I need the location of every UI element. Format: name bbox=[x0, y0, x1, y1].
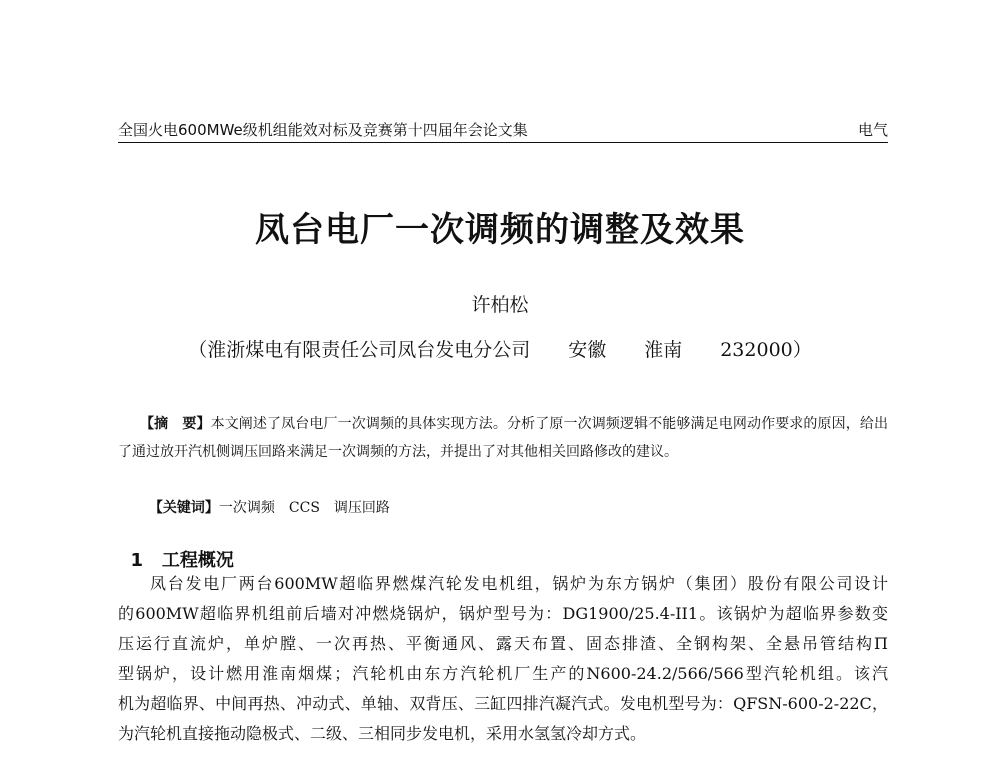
abstract-tag: 【摘 要】 bbox=[140, 416, 211, 432]
section-label: 电气 bbox=[857, 121, 888, 139]
body-line: 的600MW超临界机组前后墙对冲燃烧锅炉，锅炉型号为：DG1900/25.4-II1。该锅炉为超临界参数变 bbox=[118, 604, 888, 623]
section-body bbox=[118, 569, 888, 749]
author-name: 许柏松 bbox=[471, 294, 529, 316]
body-line: 为汽轮机直接拖动隐极式、二级、三相同步发电机，采用水氢氢冷却方式。 bbox=[118, 724, 647, 743]
journal-name: 全国火电600MWe级机组能效对标及竞赛第十四届年会论文集 bbox=[118, 121, 528, 139]
section-number: 1 bbox=[130, 550, 144, 571]
body-line: 凤台发电厂两台600MW超临界燃煤汽轮发电机组，锅炉为东方锅炉（集团）股份有限公司设计 bbox=[150, 574, 888, 593]
keywords-tag: 【关键词】 bbox=[148, 500, 219, 516]
body-line: 机为超临界、中间再热、冲动式、单轴、双背压、三缸四排汽凝汽式。发电机型号为：QFSN-600-2-22C， bbox=[118, 694, 888, 713]
running-header bbox=[118, 116, 888, 143]
section-title: 工程概况 bbox=[161, 550, 234, 571]
body-line: 型锅炉，设计燃用淮南烟煤；汽轮机由东方汽轮机厂生产的N600-24.2/566/566型汽轮机组。该汽 bbox=[118, 664, 888, 683]
abstract-text: 本文阐述了凤台电厂一次调频的具体实现方法。分析了原一次调频逻辑不能够满足电网动作要求的原因，给出了通过放开汽机侧调压回路来满足一次调频的方法，并提出了对其他相关回路修改的建议。 bbox=[118, 416, 888, 460]
body-line: 压运行直流炉，单炉膛、一次再热、平衡通风、露天布置、固态排渣、全钢构架、全悬吊管结构Π bbox=[118, 634, 888, 653]
section-heading bbox=[118, 525, 234, 572]
author-affiliation: （淮浙煤电有限责任公司凤台发电分公司 安徽 淮南 232000） bbox=[188, 339, 812, 361]
keywords bbox=[140, 466, 390, 522]
paper-title: 凤台电厂一次调频的调整及效果 bbox=[255, 210, 745, 250]
abstract bbox=[118, 410, 888, 466]
keywords-text: 一次调频 CCS 调压回路 bbox=[218, 500, 390, 516]
